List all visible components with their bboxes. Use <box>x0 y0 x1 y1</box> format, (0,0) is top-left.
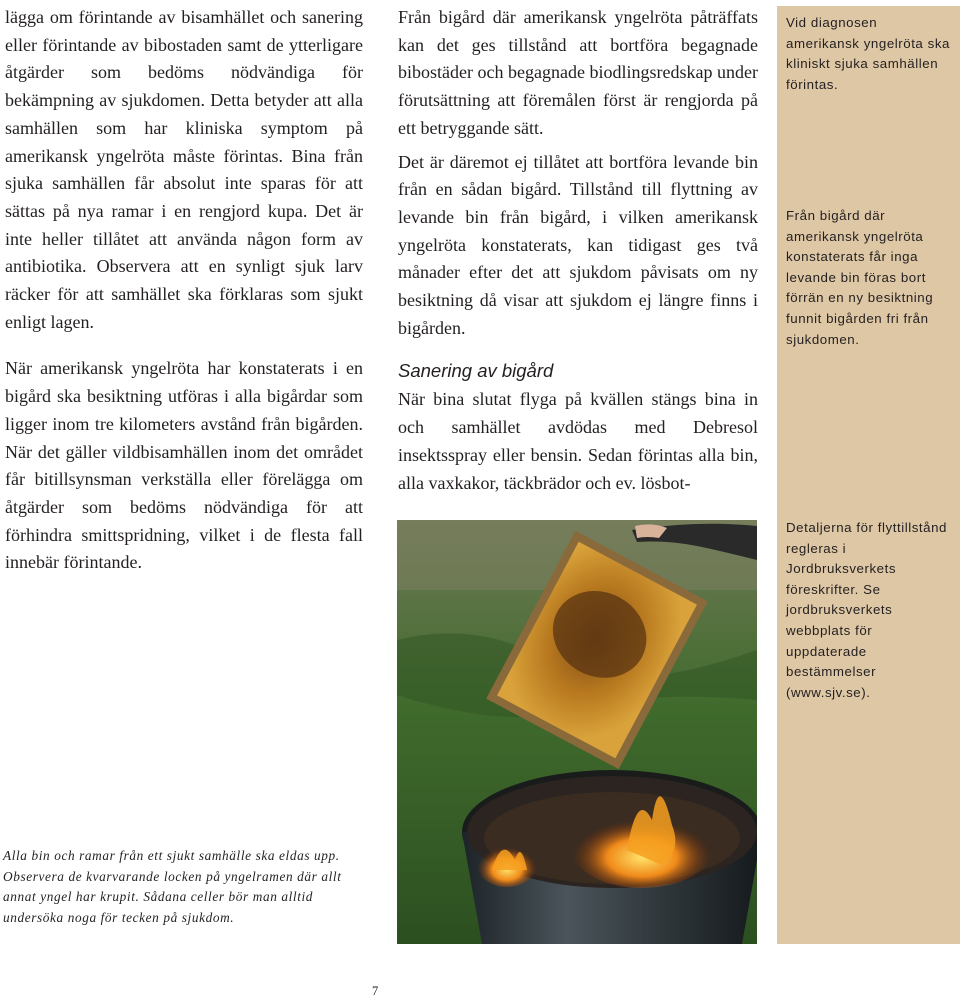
body-paragraph: Det är däremot ej tillåtet att bortföra levande bin från en sådan bigård. Tillstånd till flyttning av levande bin från bigård, i vilken amerikansk yngelröta konstaterats, kan tidigast ges två månader efter det att sjukdom påvisats om ny besiktning då visar att sjukdom ej längre finns i bigården. <box>398 151 758 338</box>
photo-burning-frame <box>397 520 757 944</box>
sidebar-note: Detaljerna för flyttillstånd regleras i Jordbruksverkets föreskrifter. Se jordbruksverkets webbplats för uppdaterade bestämmelser (www.sjv.se). <box>786 520 947 700</box>
body-paragraph: När amerikansk yngelröta har konstaterats i en bigård ska besiktning utföras i alla bigårdar som ligger inom tre kilometers avstånd från bigården. När det gäller vildbisamhällen inom det området får bitillsynsman verkställa eller förelägga om åtgärder som bedöms nödvändiga för att förhindra smittspridning, vilket i de flesta fall innebär förintande. <box>5 358 363 573</box>
body-paragraph: Från bigård där amerikansk yngelröta påträffats kan det ges tillstånd att bortföra begagnade bibostäder och begagnade biodlingsredskap under förutsättning att föremålen först är rengjorda på ett betryggande sätt. <box>398 7 758 138</box>
photo-caption: Alla bin och ramar från ett sjukt samhälle ska eldas upp. Observera de kvarvarande locken på yngelramen där allt annat yngel har krupit. Sådana celler bör man alltid undersöka noga för tecken på sjukdom. <box>3 848 342 925</box>
main-text-column-left <box>5 4 363 577</box>
sidebar-panel <box>777 6 960 944</box>
body-paragraph: lägga om förintande av bisamhället och sanering eller förintande av bibostaden samt de ytterligare åtgärder som bedöms nödvändiga för bekämpning av sjukdomen. Detta betyder att alla samhällen som har kliniska symptom på amerikansk yngelröta måste förintas. Bina från sjuka samhällen får absolut inte sparas för att sättas på nya ramar i en rengjord kupa. Det är inte heller tillåtet att använda någon form av antibiotika. Observera att en synligt sjuk larv räcker för att samhället ska förklaras som sjukt enligt lagen. <box>5 7 363 332</box>
sidebar-note: Vid diagnosen amerikansk yngelröta ska kliniskt sjuka samhällen förintas. <box>786 15 950 92</box>
main-text-column-right <box>398 4 758 497</box>
sidebar-note: Från bigård där amerikansk yngelröta konstaterats får inga levande bin föras bort förrän en ny besiktning funnit bigården fri från sjukdomen. <box>786 208 934 347</box>
page-number: 7 <box>372 984 379 998</box>
body-paragraph: När bina slutat flyga på kvällen stängs bina in och samhället avdödas med Debresol insektsspray eller bensin. Sedan förintas alla bin, alla vaxkakor, täckbrädor och ev. lösbot- <box>398 389 758 493</box>
section-heading: Sanering av bigård <box>398 360 554 382</box>
